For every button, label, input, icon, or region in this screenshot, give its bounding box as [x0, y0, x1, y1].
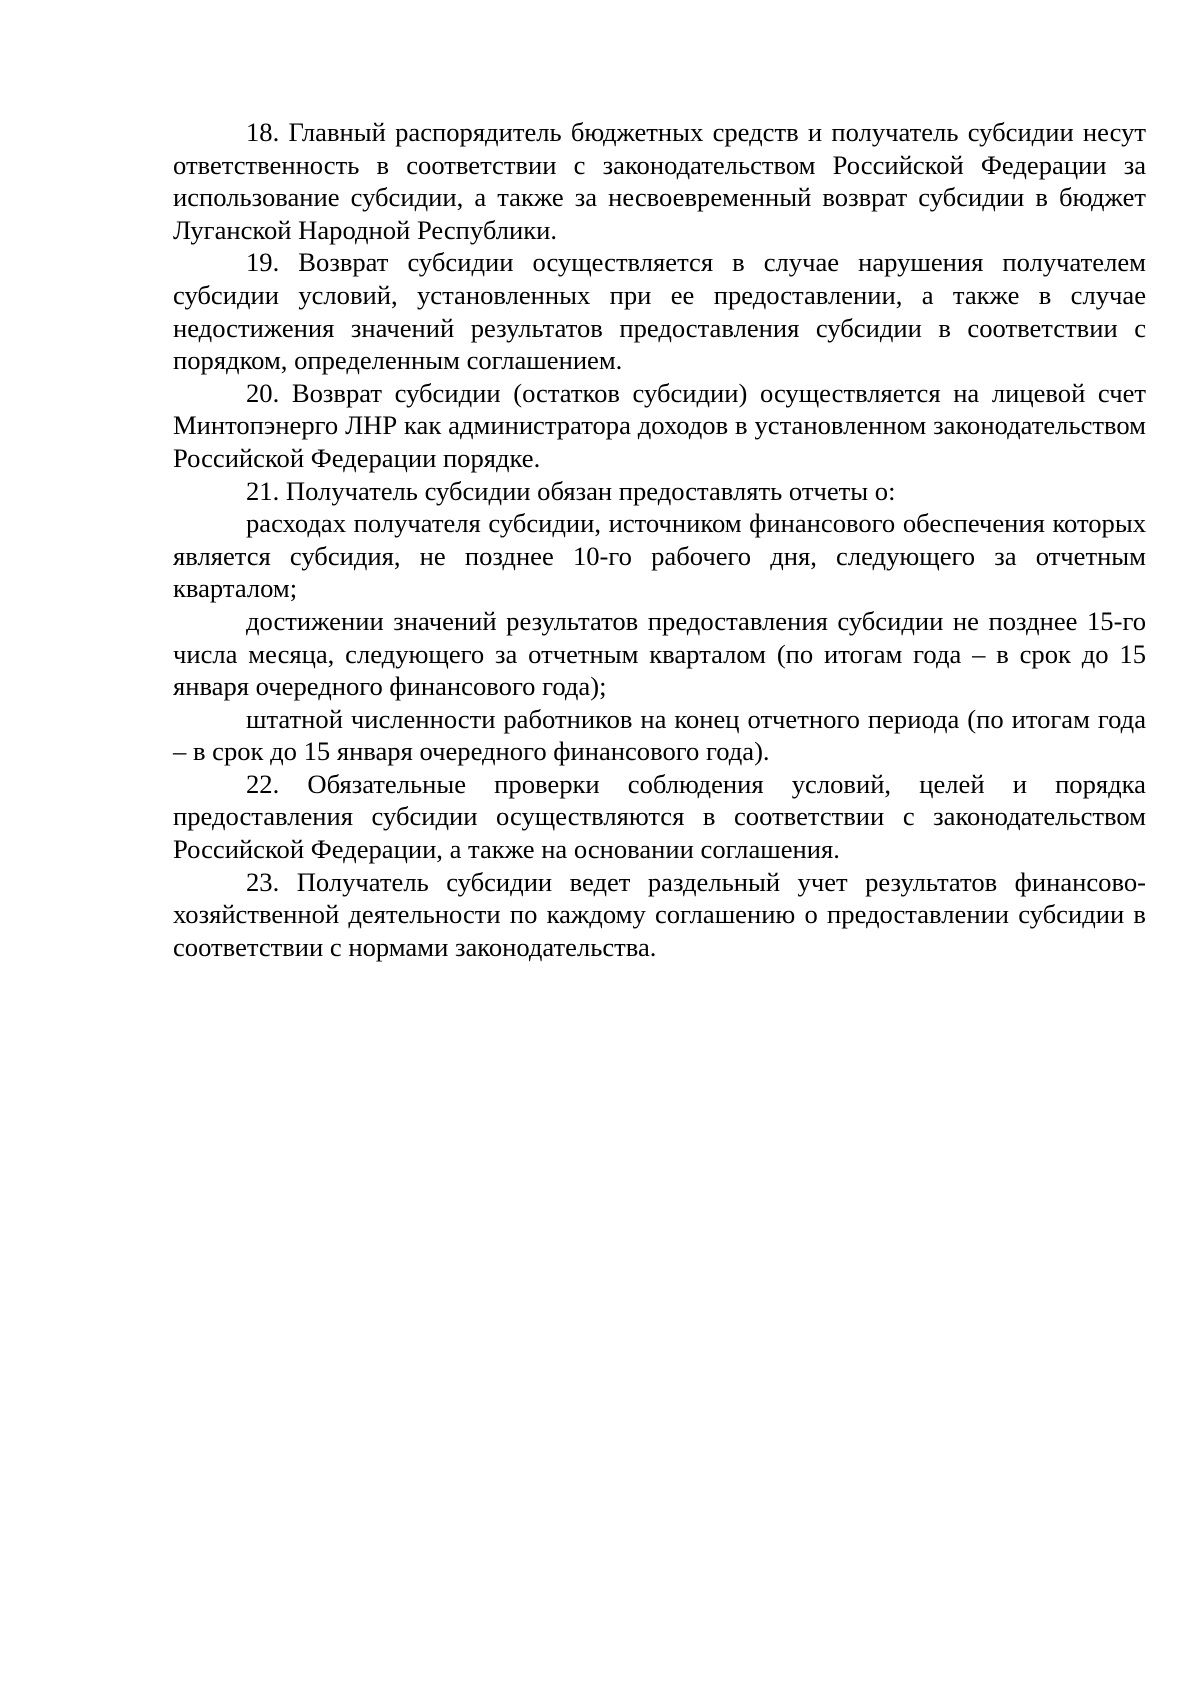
paragraph-18: 18. Главный распорядитель бюджетных средств и получатель субсидии несут ответственность в соответствии с законодательством Российской Федерации за использование субсидии, а также за несвоевременный возврат субсидии в бюджет Луганской Народной Республики.: [173, 117, 1146, 245]
paragraph-21-item-expenses: расходах получателя субсидии, источником финансового обеспечения которых является субсидия, не позднее 10-го рабочего дня, следующего за отчетным кварталом;: [173, 508, 1146, 604]
paragraph-19: 19. Возврат субсидии осуществляется в случае нарушения получателем субсидии условий, установленных при ее предоставлении, а также в случае недостижения значений результатов предоставления субсидии в соответствии с порядком, определенным соглашением.: [173, 247, 1146, 376]
document-body: [173, 116, 1146, 963]
paragraph-21-item-results: достижении значений результатов предоставления субсидии не позднее 15-го числа месяца, следующего за отчетным кварталом (по итогам года – в срок до 15 января очередного финансового года);: [173, 605, 1146, 702]
paragraph-21: 21. Получатель субсидии обязан предоставлять отчеты о:: [246, 475, 896, 506]
paragraph-23: 23. Получатель субсидии ведет раздельный учет результатов финансово-хозяйственной деятельности по каждому соглашению о предоставлении субсидии в соответствии с нормами законодательства.: [173, 866, 1146, 962]
paragraph-22: 22. Обязательные проверки соблюдения условий, целей и порядка предоставления субсидии осуществляются в соответствии с законодательством Российской Федерации, а также на основании соглашения.: [173, 768, 1146, 865]
paragraph-20: 20. Возврат субсидии (остатков субсидии) осуществляется на лицевой счет Минтопэнерго ЛНР как администратора доходов в установленном законодательством Российской Федерации порядке.: [173, 377, 1146, 473]
paragraph-21-item-staff: штатной численности работников на конец отчетного периода (по итогам года – в срок до 15 января очередного финансового года).: [173, 703, 1146, 767]
